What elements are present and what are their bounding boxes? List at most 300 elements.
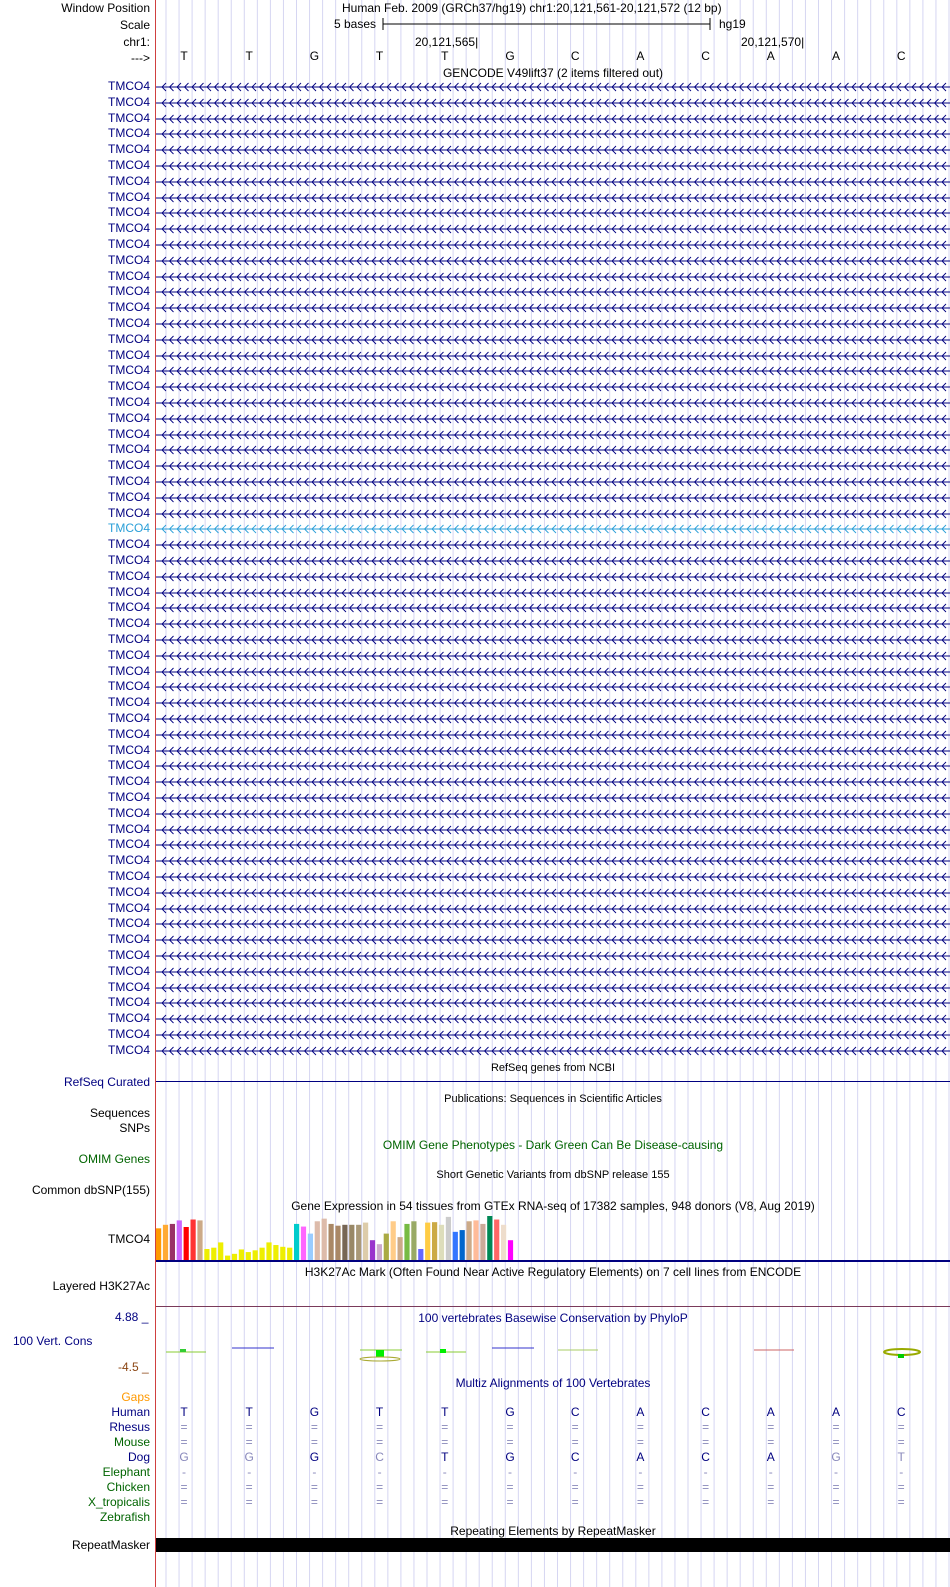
- gencode-gene-label[interactable]: TMCO4: [108, 316, 150, 330]
- ruler-base: T: [245, 49, 253, 63]
- gtex-tissue-bar: [301, 1227, 306, 1260]
- publications-sequences-label[interactable]: Sequences: [89, 1106, 150, 1120]
- gencode-transcript[interactable]: [156, 253, 950, 269]
- multiz-base: G: [179, 1450, 189, 1464]
- gencode-transcript[interactable]: [156, 743, 950, 759]
- gencode-gene-label[interactable]: TMCO4: [108, 221, 150, 236]
- gtex-tissue-bar: [273, 1245, 278, 1260]
- multiz-species-label[interactable]: Rhesus: [109, 1420, 150, 1434]
- gencode-gene-label[interactable]: TMCO4: [108, 584, 150, 599]
- gtex-tissue-bar: [211, 1248, 216, 1260]
- gencode-transcript[interactable]: [156, 537, 950, 553]
- gtex-baseline: [156, 1260, 950, 1262]
- gtex-tissue-bar: [446, 1217, 451, 1260]
- gencode-transcript[interactable]: [156, 490, 950, 506]
- phylop-max-value: 4.88 _: [115, 1310, 149, 1324]
- gencode-transcript[interactable]: [156, 111, 950, 127]
- gtex-tissue-bar: [425, 1223, 430, 1260]
- multiz-base: =: [180, 1420, 188, 1434]
- gencode-transcript[interactable]: [156, 363, 950, 379]
- gencode-gene-label[interactable]: TMCO4: [108, 426, 150, 441]
- multiz-species-label[interactable]: Chicken: [106, 1480, 150, 1494]
- gencode-transcript[interactable]: [156, 869, 950, 885]
- gencode-transcript[interactable]: [156, 569, 950, 585]
- multiz-base: G: [309, 1405, 320, 1419]
- gencode-transcript[interactable]: [156, 300, 950, 316]
- gencode-gene-label[interactable]: TMCO4: [108, 1042, 150, 1057]
- multiz-base: =: [702, 1420, 710, 1434]
- dbsnp-track-label[interactable]: Common dbSNP(155): [31, 1183, 150, 1197]
- gtex-tissue-bar: [184, 1227, 189, 1260]
- multiz-base: G: [244, 1450, 254, 1464]
- h3k27ac-baseline: [156, 1306, 950, 1307]
- gencode-transcript[interactable]: [156, 600, 950, 616]
- gencode-transcript[interactable]: [156, 205, 950, 221]
- multiz-base: G: [505, 1450, 515, 1464]
- gencode-transcript[interactable]: [156, 284, 950, 300]
- publications-track-title[interactable]: Publications: Sequences in Scientific Articles: [444, 1093, 662, 1105]
- gencode-transcript[interactable]: [156, 853, 950, 869]
- multiz-base: -: [899, 1465, 904, 1479]
- gencode-gene-label[interactable]: TMCO4: [108, 790, 150, 804]
- gencode-transcript[interactable]: [156, 237, 950, 253]
- ruler-base: A: [831, 49, 840, 63]
- gencode-transcript[interactable]: [156, 269, 950, 285]
- gtex-tissue-bar: [170, 1224, 175, 1260]
- gtex-track-title[interactable]: Gene Expression in 54 tissues from GTEx RNA-seq of 17382 samples, 948 donors (V8, Aug 2019): [291, 1199, 815, 1213]
- gencode-gene-label[interactable]: TMCO4: [108, 805, 150, 820]
- gtex-tissue-bar: [391, 1221, 396, 1260]
- multiz-base: -: [573, 1465, 578, 1479]
- gtex-tissue-bar: [218, 1242, 223, 1260]
- gtex-tissue-bar: [156, 1228, 161, 1260]
- omim-track-title[interactable]: OMIM Gene Phenotypes - Dark Green Can Be Disease-causing: [382, 1138, 724, 1152]
- gencode-transcript[interactable]: [156, 442, 950, 458]
- gencode-gene-label[interactable]: TMCO4: [108, 695, 150, 710]
- gencode-gene-label[interactable]: TMCO4: [108, 268, 150, 283]
- multiz-base: =: [376, 1495, 384, 1509]
- gencode-transcript[interactable]: [156, 806, 950, 822]
- gtex-tissue-bar: [335, 1226, 340, 1260]
- gencode-gene-label[interactable]: TMCO4: [108, 395, 150, 409]
- gencode-gene-label[interactable]: TMCO4: [108, 995, 150, 1010]
- multiz-base: =: [441, 1435, 449, 1449]
- multiz-base: T: [441, 1450, 449, 1464]
- gencode-gene-label[interactable]: TMCO4: [108, 600, 150, 615]
- gtex-tissue-bar: [204, 1249, 209, 1260]
- gencode-gene-label[interactable]: TMCO4: [108, 726, 150, 741]
- multiz-base: -: [703, 1465, 708, 1479]
- multiz-base: =: [310, 1420, 318, 1434]
- gencode-gene-label[interactable]: TMCO4: [108, 932, 150, 947]
- multiz-base: =: [571, 1480, 579, 1494]
- gtex-expression-bars[interactable]: [154, 1214, 534, 1260]
- gtex-tissue-bar: [467, 1221, 472, 1260]
- gencode-gene-label[interactable]: TMCO4: [108, 173, 150, 188]
- gencode-transcript[interactable]: [156, 616, 950, 632]
- gencode-transcript[interactable]: [156, 948, 950, 964]
- gencode-gene-label[interactable]: TMCO4: [108, 347, 150, 362]
- gtex-tissue-bar: [418, 1249, 423, 1260]
- multiz-base: T: [375, 1405, 384, 1419]
- gencode-transcript[interactable]: [156, 332, 950, 348]
- gtex-tissue-bar: [473, 1220, 478, 1260]
- gencode-gene-label[interactable]: TMCO4: [108, 821, 150, 836]
- gtex-tissue-bar: [453, 1232, 458, 1260]
- gencode-gene-label[interactable]: TMCO4: [108, 616, 150, 631]
- gencode-transcript[interactable]: [156, 916, 950, 932]
- gencode-transcript[interactable]: [156, 648, 950, 664]
- multiz-base: =: [441, 1495, 449, 1509]
- multiz-base: =: [832, 1480, 840, 1494]
- gencode-gene-label[interactable]: TMCO4: [108, 568, 150, 583]
- repeatmasker-track-title[interactable]: Repeating Elements by RepeatMasker: [450, 1524, 656, 1538]
- phylop-track-label[interactable]: 100 Vert. Cons: [13, 1334, 93, 1348]
- gencode-gene-label[interactable]: TMCO4: [108, 537, 150, 552]
- gencode-transcript[interactable]: [156, 458, 950, 474]
- gencode-transcript[interactable]: [156, 885, 950, 901]
- gencode-track-title[interactable]: GENCODE V49lift37 (2 items filtered out): [442, 66, 664, 80]
- gencode-gene-label[interactable]: TMCO4: [108, 458, 150, 473]
- gencode-gene-label[interactable]: TMCO4: [108, 521, 150, 536]
- gtex-tissue-bar: [329, 1224, 334, 1260]
- multiz-base: =: [832, 1435, 840, 1449]
- gtex-tissue-bar: [163, 1225, 168, 1260]
- multiz-base: -: [768, 1465, 773, 1479]
- multiz-base: =: [506, 1480, 514, 1494]
- gencode-transcript[interactable]: [156, 758, 950, 774]
- gtex-tissue-bar: [349, 1225, 354, 1260]
- phylop-track-title[interactable]: 100 vertebrates Basewise Conservation by PhyloP: [418, 1311, 688, 1325]
- gtex-tissue-bar: [494, 1220, 499, 1260]
- gencode-transcript[interactable]: [156, 837, 950, 853]
- multiz-base: G: [309, 1450, 320, 1464]
- gencode-gene-label[interactable]: TMCO4: [108, 205, 150, 220]
- gencode-gene-label[interactable]: TMCO4: [108, 711, 150, 725]
- multiz-base: A: [831, 1405, 840, 1419]
- chrom-label[interactable]: chr1:: [123, 35, 150, 49]
- multiz-base: =: [506, 1420, 514, 1434]
- gencode-transcript[interactable]: [156, 411, 950, 427]
- window-position-label: Window Position: [61, 1, 150, 15]
- gtex-tissue-bar: [480, 1224, 485, 1260]
- gencode-gene-label[interactable]: TMCO4: [108, 300, 150, 315]
- multiz-base: =: [245, 1495, 253, 1509]
- gencode-transcript[interactable]: [156, 348, 950, 364]
- multiz-base: A: [636, 1450, 645, 1464]
- gencode-gene-label[interactable]: TMCO4: [108, 553, 150, 567]
- gtex-tissue-bar: [411, 1221, 416, 1260]
- h3k27ac-track-title[interactable]: H3K27Ac Mark (Often Found Near Active Regulatory Elements) on 7 cell lines from ENCODE: [304, 1265, 802, 1279]
- gencode-transcript[interactable]: [156, 664, 950, 680]
- multiz-species-label[interactable]: Elephant: [102, 1465, 150, 1479]
- multiz-base: =: [310, 1435, 318, 1449]
- gtex-tissue-bar: [315, 1221, 320, 1260]
- gencode-transcript[interactable]: [156, 711, 950, 727]
- multiz-base: =: [180, 1480, 188, 1494]
- gtex-tissue-bar: [266, 1242, 271, 1260]
- gencode-gene-label[interactable]: TMCO4: [108, 79, 150, 93]
- gencode-gene-label[interactable]: TMCO4: [108, 742, 150, 757]
- multiz-base: -: [247, 1465, 252, 1479]
- gencode-gene-label[interactable]: TMCO4: [108, 1027, 150, 1041]
- gencode-transcript[interactable]: [156, 142, 950, 158]
- gtex-tissue-bar: [246, 1252, 251, 1260]
- multiz-base: -: [182, 1465, 186, 1479]
- gencode-transcript[interactable]: [156, 553, 950, 569]
- multiz-base: T: [180, 1405, 188, 1419]
- gtex-tissue-bar: [460, 1230, 465, 1260]
- multiz-base: =: [832, 1495, 840, 1509]
- omim-track-label[interactable]: OMIM Genes: [78, 1152, 150, 1166]
- phylop-min-value: -4.5 _: [118, 1360, 149, 1374]
- gencode-gene-label[interactable]: TMCO4: [108, 916, 150, 931]
- gencode-gene-label[interactable]: TMCO4: [108, 237, 150, 251]
- gencode-transcript[interactable]: [156, 521, 950, 537]
- gtex-tissue-bar: [370, 1240, 375, 1260]
- gencode-transcript[interactable]: [156, 995, 950, 1011]
- multiz-base: A: [766, 1450, 775, 1464]
- gencode-gene-label[interactable]: TMCO4: [108, 632, 150, 646]
- multiz-base: C: [570, 1405, 580, 1419]
- gencode-gene-label[interactable]: TMCO4: [108, 110, 150, 125]
- multiz-track-title[interactable]: Multiz Alignments of 100 Vertebrates: [455, 1376, 651, 1390]
- multiz-base: =: [180, 1435, 188, 1449]
- gtex-tissue-bar: [377, 1244, 382, 1260]
- gencode-transcript[interactable]: [156, 190, 950, 206]
- gencode-transcript[interactable]: [156, 174, 950, 190]
- multiz-base: C: [570, 1450, 580, 1464]
- refseq-track-title[interactable]: RefSeq genes from NCBI: [490, 1062, 616, 1074]
- gtex-tissue-bar: [363, 1223, 368, 1260]
- multiz-base: T: [441, 1405, 449, 1419]
- gencode-transcript[interactable]: [156, 95, 950, 111]
- ruler-position-2: 20,121,570|: [741, 35, 805, 49]
- scale-bar: [381, 16, 713, 32]
- gencode-gene-label[interactable]: TMCO4: [108, 158, 150, 172]
- multiz-base: =: [636, 1495, 644, 1509]
- multiz-base: -: [377, 1465, 382, 1479]
- gtex-tissue-bar: [239, 1249, 244, 1260]
- gtex-tissue-bar: [508, 1240, 513, 1260]
- multiz-gaps-label: Gaps: [121, 1390, 150, 1404]
- multiz-species-label[interactable]: Mouse: [113, 1435, 150, 1449]
- multiz-base: =: [702, 1480, 710, 1494]
- gencode-transcript[interactable]: [156, 427, 950, 443]
- gtex-tissue-bar: [177, 1220, 182, 1260]
- multiz-species-label[interactable]: Dog: [127, 1450, 150, 1464]
- repeatmasker-track-label[interactable]: RepeatMasker: [71, 1538, 150, 1552]
- gtex-tissue-bar: [342, 1225, 347, 1260]
- multiz-base: =: [767, 1420, 775, 1434]
- multiz-base: =: [310, 1480, 318, 1494]
- multiz-base: -: [638, 1465, 643, 1479]
- gencode-gene-label[interactable]: TMCO4: [108, 774, 150, 789]
- gencode-transcript[interactable]: [156, 901, 950, 917]
- gencode-gene-label[interactable]: TMCO4: [108, 679, 150, 694]
- gtex-tissue-bar: [501, 1225, 506, 1260]
- gencode-transcript[interactable]: [156, 1043, 950, 1059]
- h3k27ac-track-label[interactable]: Layered H3K27Ac: [52, 1279, 150, 1293]
- gtex-tissue-bar: [432, 1222, 437, 1260]
- gencode-gene-label[interactable]: TMCO4: [108, 948, 150, 962]
- gencode-gene-label[interactable]: TMCO4: [108, 837, 150, 852]
- multiz-base: =: [571, 1435, 579, 1449]
- gencode-gene-label[interactable]: TMCO4: [108, 331, 150, 346]
- scale-bases-text: 5 bases: [334, 17, 377, 31]
- gencode-transcript[interactable]: [156, 774, 950, 790]
- scale-label: Scale: [119, 18, 150, 32]
- gtex-tissue-bar: [308, 1234, 313, 1260]
- gtex-tissue-bar: [197, 1220, 202, 1260]
- ruler-base: A: [636, 49, 645, 63]
- ruler-base: T: [180, 49, 188, 63]
- gencode-gene-label[interactable]: TMCO4: [108, 505, 150, 520]
- assembly-position-text: Human Feb. 2009 (GRCh37/hg19) chr1:20,121,561-20,121,572 (12 bp): [342, 1, 722, 15]
- phylop-conservation-plot[interactable]: [156, 1340, 950, 1364]
- gencode-gene-label[interactable]: TMCO4: [108, 284, 150, 299]
- multiz-base: -: [834, 1465, 838, 1479]
- ruler-base: C: [896, 49, 906, 63]
- multiz-base: =: [832, 1420, 840, 1434]
- gencode-gene-label[interactable]: TMCO4: [108, 1011, 150, 1026]
- gencode-gene-label[interactable]: TMCO4: [108, 252, 150, 267]
- multiz-base: T: [245, 1405, 253, 1419]
- multiz-base: =: [376, 1480, 384, 1494]
- gencode-transcript[interactable]: [156, 964, 950, 980]
- multiz-species-label[interactable]: X_tropicalis: [87, 1495, 150, 1509]
- gencode-transcript[interactable]: [156, 1027, 950, 1043]
- ruler-base: G: [505, 49, 515, 63]
- gencode-transcript[interactable]: [156, 932, 950, 948]
- multiz-base: =: [702, 1435, 710, 1449]
- multiz-base: -: [508, 1465, 512, 1479]
- multiz-base: =: [636, 1420, 644, 1434]
- ruler-base: T: [375, 49, 384, 63]
- gtex-tissue-bar: [398, 1237, 403, 1260]
- gtex-tissue-bar: [404, 1224, 409, 1260]
- multiz-base: =: [441, 1420, 449, 1434]
- gtex-tissue-bar: [384, 1234, 389, 1260]
- gencode-gene-label[interactable]: TMCO4: [108, 363, 150, 378]
- refseq-gene-line[interactable]: [156, 1081, 950, 1082]
- gtex-tissue-bar: [356, 1225, 361, 1260]
- multiz-base: =: [245, 1480, 253, 1494]
- dbsnp-track-title[interactable]: Short Genetic Variants from dbSNP release 155: [436, 1169, 670, 1181]
- multiz-base: A: [636, 1405, 645, 1419]
- gencode-gene-label[interactable]: TMCO4: [108, 869, 150, 883]
- multiz-base: =: [767, 1495, 775, 1509]
- multiz-base: -: [442, 1465, 447, 1479]
- multiz-base: =: [506, 1435, 514, 1449]
- gencode-gene-label[interactable]: TMCO4: [108, 489, 150, 504]
- multiz-base: =: [310, 1495, 318, 1509]
- gencode-gene-label[interactable]: TMCO4: [108, 442, 150, 457]
- gtex-track-label[interactable]: TMCO4: [108, 1232, 150, 1246]
- gencode-gene-label[interactable]: TMCO4: [108, 853, 150, 868]
- gencode-transcript[interactable]: [156, 379, 950, 395]
- gencode-gene-label[interactable]: TMCO4: [108, 474, 150, 488]
- gencode-gene-label[interactable]: TMCO4: [108, 963, 150, 978]
- multiz-species-label[interactable]: Zebrafish: [99, 1510, 150, 1524]
- scale-db-text: hg19: [719, 17, 746, 31]
- ruler-base: T: [441, 49, 449, 63]
- multiz-base: =: [245, 1435, 253, 1449]
- multiz-base: C: [896, 1405, 906, 1419]
- gencode-gene-label[interactable]: TMCO4: [108, 647, 150, 662]
- gencode-transcript[interactable]: [156, 585, 950, 601]
- ruler-base: C: [701, 49, 710, 63]
- repeatmasker-element-block[interactable]: [156, 1538, 950, 1552]
- multiz-base: =: [897, 1435, 905, 1449]
- gencode-transcript[interactable]: [156, 695, 950, 711]
- gtex-tissue-bar: [294, 1224, 299, 1260]
- gencode-transcript[interactable]: [156, 316, 950, 332]
- multiz-base: =: [767, 1435, 775, 1449]
- gencode-gene-label[interactable]: TMCO4: [108, 410, 150, 425]
- multiz-base: =: [506, 1495, 514, 1509]
- gencode-transcript[interactable]: [156, 790, 950, 806]
- multiz-base: =: [702, 1495, 710, 1509]
- gencode-transcript[interactable]: [156, 1011, 950, 1027]
- gencode-gene-label[interactable]: TMCO4: [108, 758, 150, 773]
- multiz-base: A: [766, 1405, 775, 1419]
- gencode-transcript[interactable]: [156, 727, 950, 743]
- multiz-base: C: [701, 1450, 710, 1464]
- gencode-transcript[interactable]: [156, 126, 950, 142]
- gencode-gene-label[interactable]: TMCO4: [108, 663, 150, 678]
- gencode-transcript[interactable]: [156, 158, 950, 174]
- gencode-transcript[interactable]: [156, 679, 950, 695]
- gtex-tissue-bar: [260, 1248, 265, 1260]
- gencode-transcript[interactable]: [156, 221, 950, 237]
- multiz-base: T: [897, 1450, 905, 1464]
- gencode-gene-label[interactable]: TMCO4: [108, 126, 150, 141]
- gencode-transcript[interactable]: [156, 395, 950, 411]
- gencode-transcript[interactable]: [156, 474, 950, 490]
- gencode-gene-label[interactable]: TMCO4: [108, 379, 150, 394]
- ruler-base: C: [570, 49, 580, 63]
- gencode-gene-label[interactable]: TMCO4: [108, 142, 150, 157]
- gencode-gene-label[interactable]: TMCO4: [108, 94, 150, 109]
- gtex-tissue-bar: [322, 1219, 327, 1260]
- refseq-track-label[interactable]: RefSeq Curated: [63, 1075, 150, 1089]
- multiz-base: =: [245, 1420, 253, 1434]
- multiz-base: =: [571, 1495, 579, 1509]
- multiz-base: =: [441, 1480, 449, 1494]
- strand-toggle[interactable]: --->: [131, 51, 150, 65]
- gencode-gene-label[interactable]: TMCO4: [108, 884, 150, 899]
- multiz-base: =: [897, 1420, 905, 1434]
- gencode-gene-label[interactable]: TMCO4: [108, 189, 150, 204]
- publications-snps-label[interactable]: SNPs: [119, 1121, 150, 1135]
- gencode-gene-label[interactable]: TMCO4: [108, 979, 150, 994]
- gencode-transcript[interactable]: [156, 822, 950, 838]
- gencode-transcript[interactable]: [156, 79, 950, 95]
- multiz-species-label[interactable]: Human: [111, 1405, 150, 1419]
- gtex-tissue-bar: [439, 1225, 444, 1260]
- multiz-base: C: [701, 1405, 710, 1419]
- multiz-base: =: [571, 1420, 579, 1434]
- gtex-tissue-bar: [280, 1247, 285, 1260]
- gencode-transcript[interactable]: [156, 980, 950, 996]
- gencode-transcript[interactable]: [156, 632, 950, 648]
- gencode-gene-label[interactable]: TMCO4: [108, 900, 150, 915]
- gencode-transcript[interactable]: [156, 506, 950, 522]
- multiz-base: =: [636, 1435, 644, 1449]
- multiz-base: G: [831, 1450, 841, 1464]
- ruler-base: A: [766, 49, 775, 63]
